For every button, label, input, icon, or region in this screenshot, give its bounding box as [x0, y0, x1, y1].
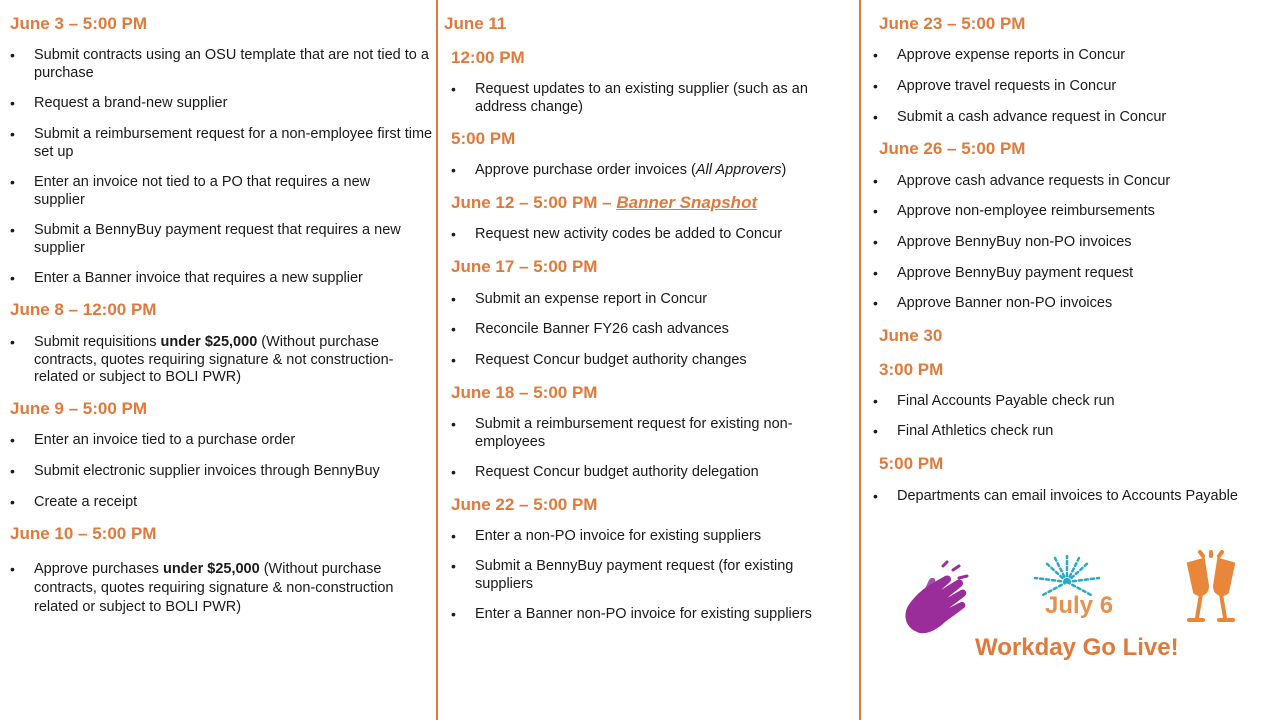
section-heading: June 10 – 5:00 PM: [10, 524, 157, 543]
schedule-column-3: [861, 0, 1280, 720]
list-item: • Approve expense reports in Concur: [897, 47, 1277, 65]
list-item: • Create a receipt: [34, 494, 434, 512]
section-heading: June 3 – 5:00 PM: [10, 14, 148, 33]
section-heading: June 22 – 5:00 PM: [451, 495, 598, 514]
list-item: • Submit a BennyBuy payment request that requires a new supplier: [34, 222, 434, 257]
section-heading: 3:00 PM: [879, 360, 944, 379]
list-item: • Final Athletics check run: [897, 423, 1277, 441]
section-heading: June 18 – 5:00 PM: [451, 383, 598, 402]
section-heading: June 30: [879, 326, 943, 345]
section-heading: June 23 – 5:00 PM: [879, 14, 1026, 33]
go-live-title: Workday Go Live!: [975, 634, 1179, 661]
clapping-hands-icon: [899, 560, 975, 642]
list-item: • Enter a non-PO invoice for existing suppliers: [475, 528, 845, 546]
list-item: • Approve purchases under $25,000 (Without purchase contracts, quotes requiring signature & non-construction related or subject to BOLI PWR): [34, 560, 434, 617]
section-heading: 5:00 PM: [879, 454, 944, 473]
list-item: • Approve BennyBuy non-PO invoices: [897, 234, 1277, 252]
section-heading: 5:00 PM: [451, 129, 516, 148]
list-item: • Submit a reimbursement request for existing non-employees: [475, 416, 845, 451]
list-item: • Enter an invoice not tied to a PO that requires a new supplier: [34, 174, 414, 209]
list-item: • Approve non-employee reimbursements: [897, 203, 1277, 221]
list-item: • Enter a Banner non-PO invoice for existing suppliers: [475, 606, 855, 624]
list-item: • Enter an invoice tied to a purchase order: [34, 432, 434, 450]
banner-snapshot-link[interactable]: Banner Snapshot: [616, 193, 758, 212]
list-item: • Approve BennyBuy payment request: [897, 265, 1277, 283]
list-item: • Reconcile Banner FY26 cash advances: [475, 321, 845, 339]
section-heading: June 17 – 5:00 PM: [451, 257, 598, 276]
list-item: • Approve Banner non-PO invoices: [897, 295, 1277, 313]
schedule-column-2: [438, 0, 858, 720]
list-item: • Request Concur budget authority changes: [475, 352, 845, 370]
list-item: • Submit a reimbursement request for a non-employee first time set up: [34, 126, 434, 161]
list-item: • Submit a cash advance request in Concur: [897, 109, 1277, 127]
list-item: • Final Accounts Payable check run: [897, 393, 1277, 411]
go-live-date: July 6: [1045, 592, 1114, 619]
list-item: • Enter a Banner invoice that requires a new supplier: [34, 270, 434, 288]
list-item: • Submit requisitions under $25,000 (Without purchase contracts, quotes requiring signature & not construction-related or subject to BOLI PWR): [34, 334, 434, 387]
list-item: • Submit a BennyBuy payment request (for existing suppliers: [475, 558, 835, 593]
list-item: • Request updates to an existing supplier (such as an address change): [475, 81, 845, 116]
section-heading: June 9 – 5:00 PM: [10, 399, 148, 418]
section-heading: June 12 – 5:00 PM – Banner Snapshot: [451, 193, 758, 212]
list-item: • Request Concur budget authority delegation: [475, 464, 845, 482]
list-item: • Submit electronic supplier invoices through BennyBuy: [34, 463, 434, 481]
list-item: • Approve purchase order invoices (All Approvers): [475, 162, 845, 180]
list-item: • Submit contracts using an OSU template that are not tied to a purchase: [34, 47, 434, 82]
section-heading: June 11: [444, 14, 507, 33]
list-item: • Approve travel requests in Concur: [897, 78, 1277, 96]
list-item: • Departments can email invoices to Accounts Payable: [897, 488, 1280, 506]
list-item: • Request a brand-new supplier: [34, 95, 434, 113]
section-heading: 12:00 PM: [451, 48, 525, 67]
champagne-toast-icon: [1181, 550, 1241, 626]
section-heading: June 8 – 12:00 PM: [10, 300, 157, 319]
list-item: • Approve cash advance requests in Concur: [897, 173, 1277, 191]
list-item: • Request new activity codes be added to Concur: [475, 226, 845, 244]
list-item: • Submit an expense report in Concur: [475, 291, 845, 309]
section-heading: June 26 – 5:00 PM: [879, 139, 1026, 158]
schedule-column-1: [0, 0, 436, 720]
